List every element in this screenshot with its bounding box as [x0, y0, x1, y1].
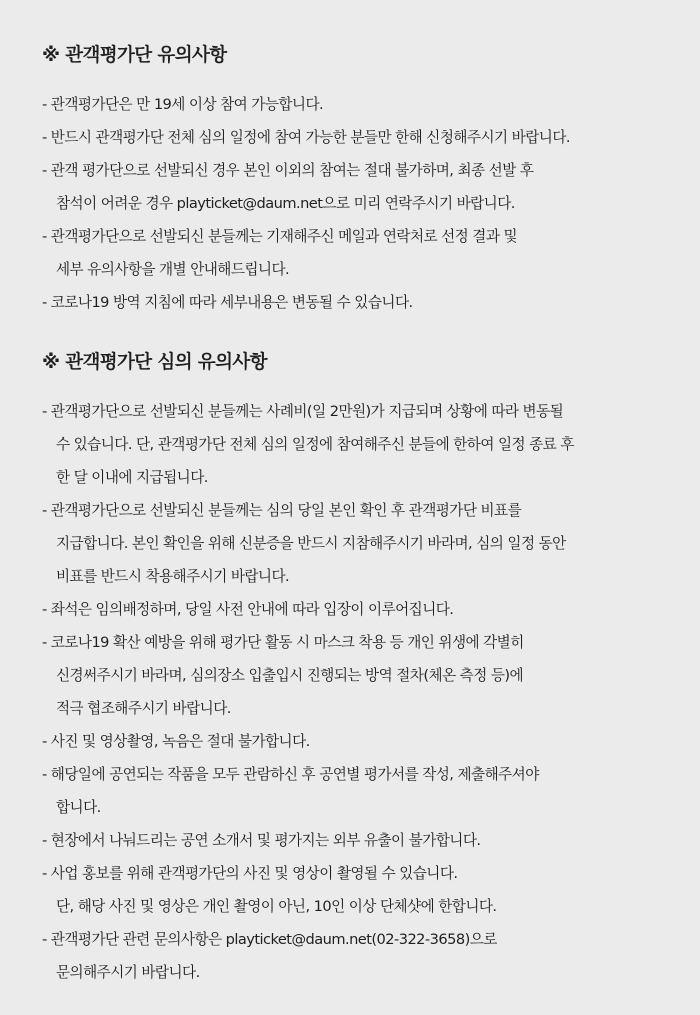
notice-line: - 관객평가단은 만 19세 이상 참여 가능합니다. [42, 96, 324, 113]
list-item [42, 286, 700, 319]
list-item [42, 857, 700, 923]
notice-line: 지급합니다. 본인 확인을 위해 신분증을 반드시 지참해주시기 바라며, 심의 일정 동안 [56, 535, 566, 552]
list-item [42, 154, 700, 220]
notice-line: 단, 해당 사진 및 영상은 개인 촬영이 아닌, 10인 이상 단체샷에 한합니다. [56, 898, 497, 915]
notice-line: 참석이 어려운 경우 playticket@daum.net으로 미리 연락주시기 바랍니다. [56, 195, 515, 212]
section-title: ※ 관객평가단 유의사항 [42, 45, 227, 66]
section-review-notice [42, 349, 700, 989]
list-item [42, 494, 700, 593]
section-title: ※ 관객평가단 심의 유의사항 [42, 352, 267, 373]
notice-line: 합니다. [56, 799, 101, 816]
notice-line: - 반드시 관객평가단 전체 심의 일정에 참여 가능한 분들만 한해 신청해주시기 바랍니다. [42, 129, 570, 146]
notice-line: - 코로나19 확산 예방을 위해 평가단 활동 시 마스크 착용 등 개인 위생에 각별히 [42, 634, 524, 651]
list-item [42, 395, 700, 494]
notice-list [42, 88, 700, 319]
notice-line: - 사진 및 영상촬영, 녹음은 절대 불가합니다. [42, 733, 310, 750]
list-item [42, 88, 700, 121]
list-item [42, 824, 700, 857]
notice-line: - 관객 평가단으로 선발되신 경우 본인 이외의 참여는 절대 불가하며, 최종 선발 후 [42, 162, 534, 179]
notice-line: 세부 유의사항을 개별 안내해드립니다. [56, 261, 290, 278]
notice-line: - 해당일에 공연되는 작품을 모두 관람하신 후 공연별 평가서를 작성, 제출해주셔야 [42, 766, 539, 783]
list-item [42, 626, 700, 725]
notice-line: - 관객평가단으로 선발되신 분들께는 기재해주신 메일과 연락처로 선정 결과 및 [42, 228, 518, 245]
notice-line: - 관객평가단 관련 문의사항은 playticket@daum.net(02-322-3658)으로 [42, 931, 497, 948]
notice-line: 한 달 이내에 지급됩니다. [56, 469, 208, 486]
list-item [42, 593, 700, 626]
notice-line: 수 있습니다. 단, 관객평가단 전체 심의 일정에 참여해주신 분들에 한하여 일정 종료 후 [56, 436, 574, 453]
notice-line: 적극 협조해주시기 바랍니다. [56, 700, 231, 717]
list-item [42, 923, 700, 989]
list-item [42, 121, 700, 154]
notice-line: 문의해주시기 바랍니다. [56, 964, 200, 981]
list-item [42, 220, 700, 286]
list-item [42, 725, 700, 758]
notice-list [42, 395, 700, 989]
notice-line: 신경써주시기 바라며, 심의장소 입출입시 진행되는 방역 절차(체온 측정 등)에 [56, 667, 524, 684]
notice-line: - 좌석은 임의배정하며, 당일 사전 안내에 따라 입장이 이루어집니다. [42, 601, 454, 618]
notice-line: - 현장에서 나눠드리는 공연 소개서 및 평가지는 외부 유출이 불가합니다. [42, 832, 481, 849]
notice-line: - 코로나19 방역 지침에 따라 세부내용은 변동될 수 있습니다. [42, 294, 413, 311]
notice-line: - 관객평가단으로 선발되신 분들께는 심의 당일 본인 확인 후 관객평가단 비표를 [42, 502, 522, 519]
notice-line: 비표를 반드시 착용해주시기 바랍니다. [56, 568, 290, 585]
list-item [42, 758, 700, 824]
notice-line: - 관객평가단으로 선발되신 분들께는 사례비(일 2만원)가 지급되며 상황에 따라 변동될 [42, 403, 564, 420]
notice-line: - 사업 홍보를 위해 관객평가단의 사진 및 영상이 촬영될 수 있습니다. [42, 865, 458, 882]
section-general-notice [42, 42, 700, 319]
